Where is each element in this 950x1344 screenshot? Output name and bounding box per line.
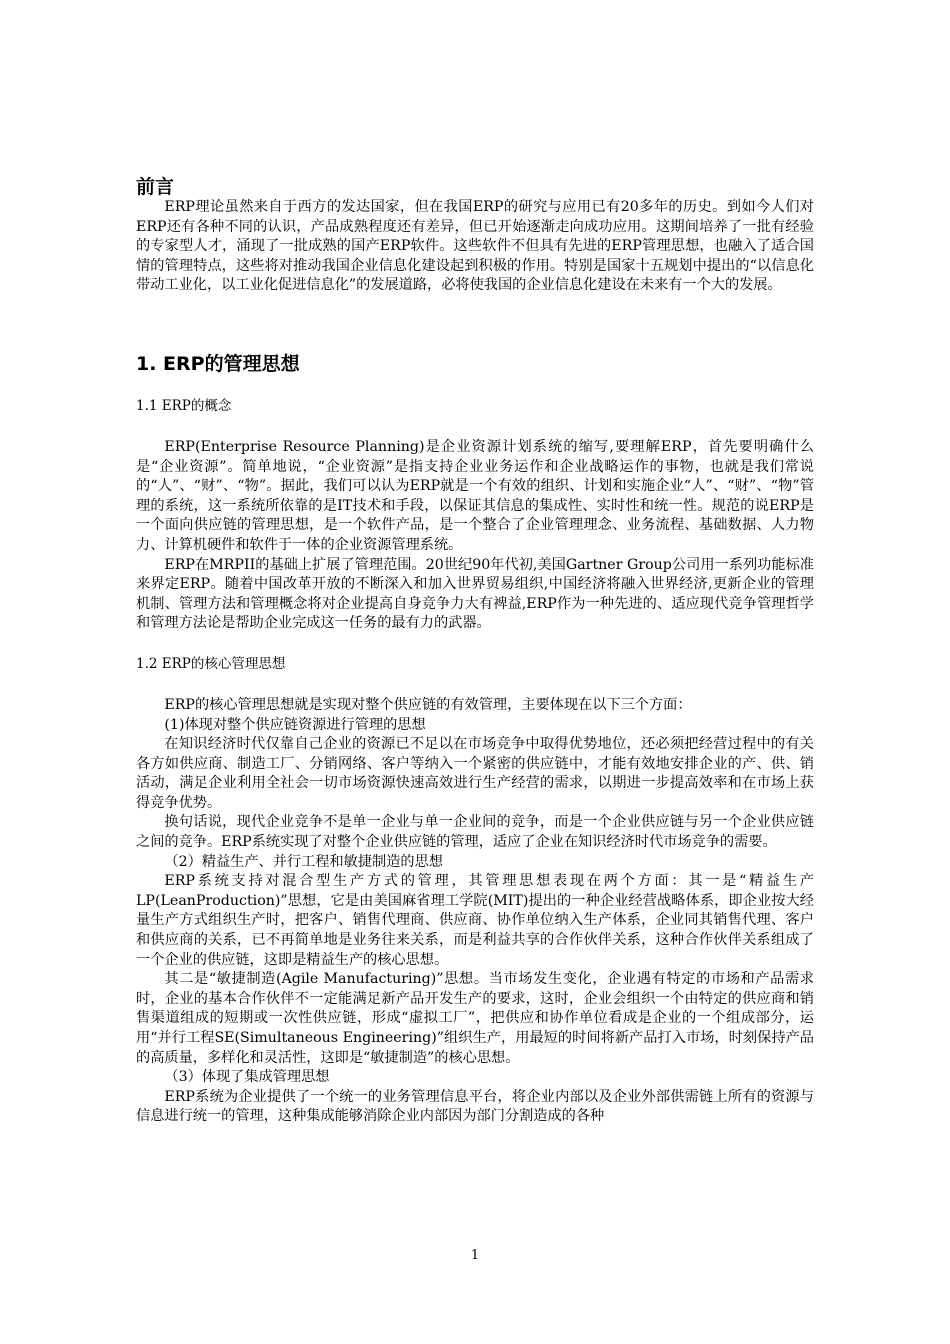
section-title-1-1: 1.1 ERP的概念 xyxy=(136,397,232,414)
page-content xyxy=(136,176,814,1127)
subheading: （3）体现了集成管理思想 xyxy=(164,1069,330,1086)
section-title-1-2: 1.2 ERP的核心管理思想 xyxy=(136,655,286,672)
section-body-1-1 xyxy=(136,438,814,634)
body-paragraph: ERP(Enterprise Resource Planning)是企业资源计划系统的缩写,要理解ERP，首先要明确什么是“企业资源”。简单地说，“企业资源”是指支持企业业务运作和企业战略运作的事物，也就是我们常说的“人”、“财”、“物”。据此，我们可以认为ERP就是一个有效的组织、计划和实施企业“人”、“财”、“物”管理的系统，这一系统所依靠的是IT技术和手段，以保证其信息的集成性、实时性和统一性。规范的说ERP是一个面向供应链的管理思想，是一个软件产品，是一个整合了企业管理理念、业务流程、基础数据、人力物力、计算机硬件和软件于一体的企业资源管理系统。 xyxy=(136,438,815,553)
subheading: (1)体现对整个供应链资源进行管理的思想 xyxy=(164,716,426,733)
body-paragraph: ERP在MRPII的基础上扩展了管理范围。20世纪90年代初,美国Gartner Group公司用一系列功能标准来界定ERP。随着中国改革开放的不断深入和加入世界贸易组织,中国经济将融入世界经济,更新企业的管理机制、管理方法和管理概念将对企业提高自身竞争力大有裨益,ERP作为一种先进的、适应现代竞争管理哲学和管理方法论是帮助企业完成这一任务的最有力的武器。 xyxy=(136,556,814,632)
preface-paragraph: ERP理论虽然来自于西方的发达国家，但在我国ERP的研究与应用已有20多年的历史。到如今人们对ERP还有各种不同的认识，产品成熟程度还有差异，但已开始逐渐走向成功应用。这期间培养了一批有经验的专家型人才，涌现了一批成熟的国产ERP软件。这些软件不但具有先进的ERP管理思想，也融入了适合国情的管理特点，这些将对推动我国企业信息化建设起到积极的作用。特别是国家十五规划中提出的“以信息化带动工业化，以工业化促进信息化”的发展道路，必将使我国的企业信息化建设在未来有一个大的发展。 xyxy=(136,199,814,294)
preface-title: 前言 xyxy=(136,176,175,198)
body-paragraph: ERP系统为企业提供了一个统一的业务管理信息平台，将企业内部以及企业外部供需链上所有的资源与信息进行统一的管理，这种集成能够消除企业内部因为部门分割造成的各种 xyxy=(136,1088,814,1125)
body-paragraph: ERP的核心管理思想就是实现对整个供应链的有效管理，主要体现在以下三个方面： xyxy=(164,696,692,713)
subheading: （2）精益生产、并行工程和敏捷制造的思想 xyxy=(164,853,443,870)
chapter-title: 1. ERP的管理思想 xyxy=(136,352,300,375)
body-paragraph: 在知识经济时代仅靠自己企业的资源已不足以在市场竞争中取得优势地位，还必须把经营过程中的有关各方如供应商、制造工厂、分销网络、客户等纳入一个紧密的供应链中，才能有效地安排企业的产、供、销活动，满足企业利用全社会一切市场资源快速高效进行生产经营的需求，以期进一步提高效率和在市场上获得竞争优势。 xyxy=(136,736,814,811)
body-paragraph: 换句话说，现代企业竞争不是单一企业与单一企业间的竞争，而是一个企业供应链与另一个企业供应链之间的竞争。ERP系统实现了对整个企业供应链的管理，适应了企业在知识经济时代市场竞争的需要。 xyxy=(136,814,814,851)
section-body-1-2 xyxy=(136,696,814,1127)
body-paragraph: 其二是“敏捷制造(Agile Manufacturing)”思想。当市场发生变化，企业遇有特定的市场和产品需求时，企业的基本合作伙伴不一定能满足新产品开发生产的要求，这时，企业会组织一个由特定的供应商和销售渠道组成的短期或一次性供应链，形成“虚拟工厂”，把供应和协作单位看成是企业的一个组成部分，运用“并行工程SE(Simultaneous Engineering)”组织生产，用最短的时间将新产品打入市场，时刻保持产品的高质量，多样化和灵活性，这即是“敏捷制造”的核心思想。 xyxy=(136,971,814,1066)
page-number: 1 xyxy=(470,1248,480,1263)
body-paragraph: ERP系统支持对混合型生产方式的管理，其管理思想表现在两个方面：其一是“精益生产LP(LeanProduction)”思想，它是由美国麻省理工学院(MIT)提出的一种企业经营战略体系，即企业按大经量生产方式组织生产时，把客户、销售代理商、供应商、协作单位纳入生产体系，企业同其销售代理、客户和供应商的关系，已不再简单地是业务往来关系，而是利益共享的合作伙伴关系，这种合作伙伴关系组成了一个企业的供应链，这即是精益生产的核心思想。 xyxy=(136,873,814,968)
